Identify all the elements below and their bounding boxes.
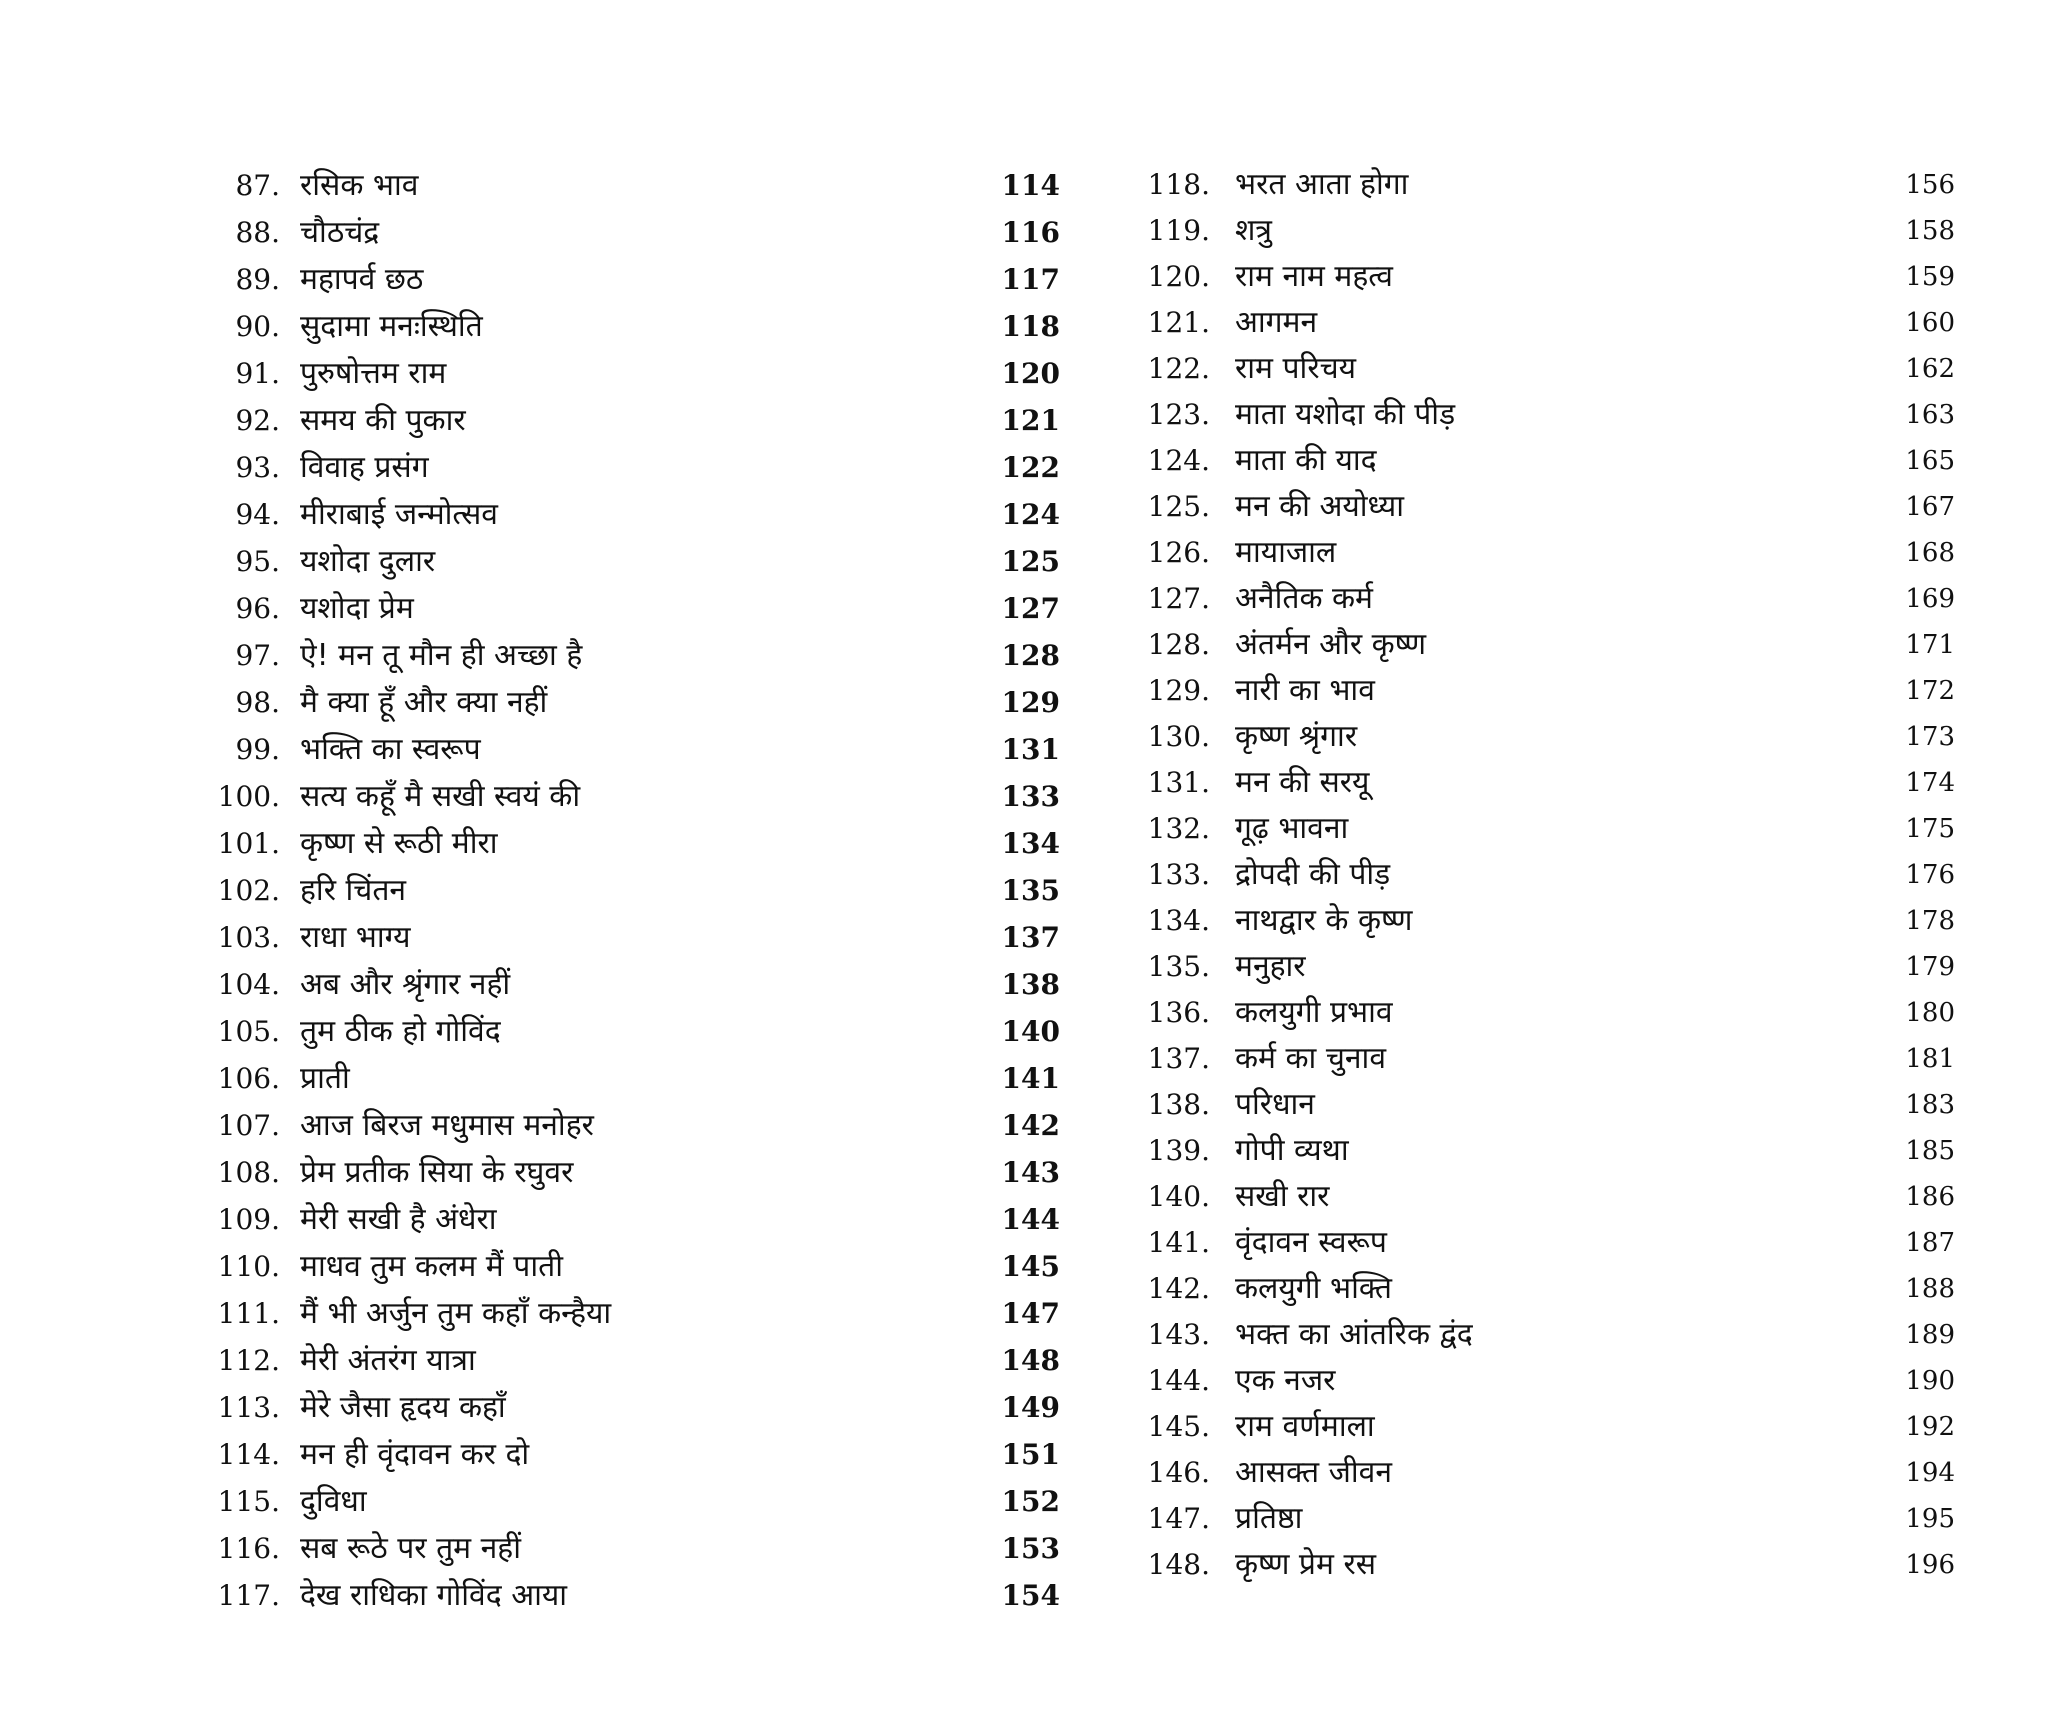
toc-entry-title: चौठचंद्र — [300, 215, 380, 250]
toc-entry — [180, 1290, 1060, 1337]
toc-entry-title: सत्य कहूँ मै सखी स्वयं की — [300, 779, 581, 814]
toc-entry — [180, 961, 1060, 1008]
toc-column-left — [180, 162, 1060, 1619]
toc-entry — [180, 209, 1060, 256]
toc-entry-number: 112. — [217, 1344, 280, 1377]
toc-entry-page-number: 144 — [1001, 1203, 1060, 1236]
toc-entry — [180, 1431, 1060, 1478]
toc-entry-page-number: 149 — [1001, 1391, 1060, 1424]
toc-entry — [1125, 530, 1955, 576]
toc-entry — [180, 585, 1060, 632]
toc-entry — [1125, 760, 1955, 806]
toc-entry-number: 121. — [1147, 306, 1210, 339]
toc-entry-page-number: 128 — [1001, 639, 1060, 672]
toc-entry — [1125, 806, 1955, 852]
toc-entry-number: 130. — [1147, 720, 1210, 753]
toc-entry-page-number: 156 — [1905, 170, 1955, 200]
toc-entry — [180, 162, 1060, 209]
toc-entry-number: 94. — [235, 498, 280, 531]
toc-entry-page-number: 148 — [1001, 1344, 1060, 1377]
toc-entry-page-number: 154 — [1001, 1579, 1060, 1612]
toc-entry — [1125, 852, 1955, 898]
toc-entry-number: 134. — [1147, 904, 1210, 937]
toc-entry — [180, 1525, 1060, 1572]
toc-entry-page-number: 174 — [1905, 768, 1955, 798]
toc-entry-page-number: 183 — [1905, 1090, 1955, 1120]
toc-entry-page-number: 151 — [1001, 1438, 1060, 1471]
toc-entry-title: अंतर्मन और कृष्ण — [1235, 627, 1427, 662]
toc-entry-page-number: 171 — [1905, 630, 1955, 660]
toc-entry-title: प्रतिष्ठा — [1235, 1501, 1303, 1536]
toc-entry-page-number: 122 — [1001, 451, 1060, 484]
toc-entry-title: वृंदावन स्वरूप — [1235, 1225, 1387, 1260]
toc-entry-title: मेरी अंतरंग यात्रा — [300, 1343, 476, 1378]
toc-entry-number: 108. — [217, 1156, 280, 1189]
toc-entry-title: अब और श्रृंगार नहीं — [300, 967, 511, 1002]
toc-entry — [180, 303, 1060, 350]
toc-entry — [180, 538, 1060, 585]
toc-entry-number: 122. — [1147, 352, 1210, 385]
toc-entry-title: आज बिरज मधुमास मनोहर — [300, 1108, 594, 1143]
toc-entry-page-number: 121 — [1001, 404, 1060, 437]
toc-entry-title: मन की सरयू — [1235, 765, 1370, 800]
toc-entry — [180, 1102, 1060, 1149]
toc-entry-title: मेरे जैसा हृदय कहाँ — [300, 1390, 506, 1425]
toc-entry-title: ऐ! मन तू मौन ही अच्छा है — [300, 638, 583, 673]
toc-entry-number: 144. — [1147, 1364, 1210, 1397]
toc-entry-title: नाथद्वार के कृष्ण — [1235, 903, 1413, 938]
toc-entry-number: 100. — [217, 780, 280, 813]
toc-entry-number: 127. — [1147, 582, 1210, 615]
toc-entry-title: यशोदा दुलार — [300, 544, 436, 579]
toc-entry-number: 96. — [235, 592, 280, 625]
toc-entry-page-number: 135 — [1001, 874, 1060, 907]
toc-entry-title: विवाह प्रसंग — [300, 450, 429, 485]
toc-entry — [180, 820, 1060, 867]
toc-entry — [180, 914, 1060, 961]
toc-entry-title: कलयुगी प्रभाव — [1235, 995, 1393, 1030]
toc-entry-number: 116. — [217, 1532, 280, 1565]
toc-entry — [1125, 1542, 1955, 1588]
toc-entry-page-number: 114 — [1001, 169, 1060, 202]
toc-entry-title: कर्म का चुनाव — [1235, 1041, 1387, 1076]
toc-entry-number: 133. — [1147, 858, 1210, 891]
toc-entry-number: 109. — [217, 1203, 280, 1236]
toc-entry-title: सुदामा मनःस्थिति — [300, 309, 483, 344]
toc-entry-page-number: 187 — [1905, 1228, 1955, 1258]
toc-entry-title: प्रेम प्रतीक सिया के रघुवर — [300, 1155, 574, 1190]
toc-entry-title: अनैतिक कर्म — [1235, 581, 1373, 616]
toc-entry-number: 99. — [235, 733, 280, 766]
toc-entry-title: देख राधिका गोविंद आया — [300, 1578, 568, 1613]
toc-entry-title: कलयुगी भक्ति — [1235, 1271, 1393, 1306]
toc-entry-page-number: 172 — [1905, 676, 1955, 706]
toc-entry-number: 117. — [217, 1579, 280, 1612]
toc-entry — [180, 256, 1060, 303]
toc-entry-number: 95. — [235, 545, 280, 578]
toc-entry — [1125, 622, 1955, 668]
toc-entry-title: कृष्ण श्रृंगार — [1235, 719, 1358, 754]
toc-entry-title: मायाजाल — [1235, 535, 1337, 570]
toc-entry-title: माता की याद — [1235, 443, 1377, 478]
toc-entry-number: 142. — [1147, 1272, 1210, 1305]
toc-entry — [1125, 990, 1955, 1036]
toc-entry-page-number: 125 — [1001, 545, 1060, 578]
toc-entry — [1125, 438, 1955, 484]
toc-entry-number: 93. — [235, 451, 280, 484]
toc-entry-page-number: 160 — [1905, 308, 1955, 338]
toc-entry-title: भरत आता होगा — [1235, 167, 1409, 202]
toc-entry-page-number: 143 — [1001, 1156, 1060, 1189]
toc-entry — [180, 1008, 1060, 1055]
toc-entry-page-number: 158 — [1905, 216, 1955, 246]
toc-entry-number: 115. — [217, 1485, 280, 1518]
toc-entry — [1125, 714, 1955, 760]
toc-entry — [1125, 162, 1955, 208]
toc-entry-number: 148. — [1147, 1548, 1210, 1581]
toc-entry-page-number: 159 — [1905, 262, 1955, 292]
toc-entry-number: 97. — [235, 639, 280, 672]
toc-entry-title: राधा भाग्य — [300, 920, 411, 955]
toc-entry-title: मेरी सखी है अंधेरा — [300, 1202, 497, 1237]
toc-entry — [180, 1384, 1060, 1431]
toc-entry-page-number: 189 — [1905, 1320, 1955, 1350]
toc-entry-page-number: 194 — [1905, 1458, 1955, 1488]
toc-entry-page-number: 142 — [1001, 1109, 1060, 1142]
toc-entry-title: मैं भी अर्जुन तुम कहाँ कन्हैया — [300, 1296, 612, 1331]
toc-entry-page-number: 127 — [1001, 592, 1060, 625]
toc-entry-title: माता यशोदा की पीड़ — [1235, 397, 1456, 432]
toc-entry-title: शत्रु — [1235, 213, 1272, 248]
toc-entry-title: मनुहार — [1235, 949, 1306, 984]
toc-entry-page-number: 153 — [1001, 1532, 1060, 1565]
toc-entry-number: 139. — [1147, 1134, 1210, 1167]
toc-entry — [1125, 1312, 1955, 1358]
toc-entry — [1125, 668, 1955, 714]
toc-entry-page-number: 145 — [1001, 1250, 1060, 1283]
toc-entry-page-number: 178 — [1905, 906, 1955, 936]
toc-entry — [180, 773, 1060, 820]
toc-entry-page-number: 140 — [1001, 1015, 1060, 1048]
toc-entry-page-number: 179 — [1905, 952, 1955, 982]
toc-entry-title: तुम ठीक हो गोविंद — [300, 1014, 501, 1049]
toc-entry-page-number: 180 — [1905, 998, 1955, 1028]
toc-entry-title: नारी का भाव — [1235, 673, 1375, 708]
toc-entry — [1125, 1404, 1955, 1450]
toc-entry-title: सब रूठे पर तुम नहीं — [300, 1531, 521, 1566]
toc-entry-page-number: 124 — [1001, 498, 1060, 531]
toc-entry-number: 140. — [1147, 1180, 1210, 1213]
toc-entry-title: दुविधा — [300, 1484, 367, 1519]
toc-entry — [180, 491, 1060, 538]
toc-entry-number: 102. — [217, 874, 280, 907]
toc-entry-number: 92. — [235, 404, 280, 437]
toc-entry-number: 88. — [235, 216, 280, 249]
toc-entry-page-number: 133 — [1001, 780, 1060, 813]
toc-entry-title: पुरुषोत्तम राम — [300, 356, 447, 391]
toc-entry-number: 138. — [1147, 1088, 1210, 1121]
toc-entry — [180, 1055, 1060, 1102]
toc-entry-number: 110. — [217, 1250, 280, 1283]
toc-entry — [1125, 1358, 1955, 1404]
toc-entry-page-number: 131 — [1001, 733, 1060, 766]
toc-entry-page-number: 117 — [1001, 263, 1060, 296]
toc-entry-number: 136. — [1147, 996, 1210, 1029]
toc-entry-page-number: 163 — [1905, 400, 1955, 430]
toc-entry-number: 143. — [1147, 1318, 1210, 1351]
toc-entry-page-number: 116 — [1001, 216, 1060, 249]
toc-entry — [180, 397, 1060, 444]
toc-entry-title: गूढ़ भावना — [1235, 811, 1349, 846]
toc-entry-number: 90. — [235, 310, 280, 343]
toc-entry-title: राम वर्णमाला — [1235, 1409, 1375, 1444]
toc-entry — [1125, 1036, 1955, 1082]
toc-entry-number: 137. — [1147, 1042, 1210, 1075]
toc-entry-title: गोपी व्यथा — [1235, 1133, 1349, 1168]
toc-entry-number: 135. — [1147, 950, 1210, 983]
toc-entry — [1125, 346, 1955, 392]
toc-entry — [180, 1196, 1060, 1243]
toc-entry-page-number: 169 — [1905, 584, 1955, 614]
toc-entry — [1125, 1082, 1955, 1128]
toc-entry-page-number: 167 — [1905, 492, 1955, 522]
toc-entry-title: परिधान — [1235, 1087, 1315, 1122]
toc-entry-number: 104. — [217, 968, 280, 1001]
toc-entry-page-number: 188 — [1905, 1274, 1955, 1304]
toc-entry-page-number: 196 — [1905, 1550, 1955, 1580]
toc-entry-title: राम परिचय — [1235, 351, 1357, 386]
toc-entry — [180, 1149, 1060, 1196]
toc-entry-page-number: 152 — [1001, 1485, 1060, 1518]
toc-entry-number: 119. — [1147, 214, 1210, 247]
toc-entry-page-number: 134 — [1001, 827, 1060, 860]
toc-entry-number: 131. — [1147, 766, 1210, 799]
toc-entry-number: 118. — [1147, 168, 1210, 201]
toc-entry-number: 107. — [217, 1109, 280, 1142]
toc-entry-number: 145. — [1147, 1410, 1210, 1443]
toc-entry-page-number: 129 — [1001, 686, 1060, 719]
toc-entry-number: 113. — [217, 1391, 280, 1424]
toc-entry-title: मन की अयोध्या — [1235, 489, 1405, 524]
toc-entry-title: सखी रार — [1235, 1179, 1330, 1214]
toc-entry-title: महापर्व छठ — [300, 262, 424, 297]
toc-entry — [1125, 254, 1955, 300]
toc-entry-number: 120. — [1147, 260, 1210, 293]
toc-entry-page-number: 185 — [1905, 1136, 1955, 1166]
toc-entry-title: आगमन — [1235, 305, 1318, 340]
toc-entry-title: राम नाम महत्व — [1235, 259, 1393, 294]
toc-entry-number: 103. — [217, 921, 280, 954]
toc-entry-title: भक्त का आंतरिक द्वंद — [1235, 1317, 1473, 1352]
toc-entry — [180, 1337, 1060, 1384]
toc-entry-page-number: 165 — [1905, 446, 1955, 476]
toc-entry — [180, 679, 1060, 726]
toc-entry — [1125, 576, 1955, 622]
toc-entry-title: एक नजर — [1235, 1363, 1336, 1398]
toc-entry — [1125, 1220, 1955, 1266]
toc-entry — [180, 444, 1060, 491]
toc-entry-title: हरि चिंतन — [300, 873, 407, 908]
toc-entry — [1125, 300, 1955, 346]
toc-entry-number: 146. — [1147, 1456, 1210, 1489]
toc-entry-title: कृष्ण से रूठी मीरा — [300, 826, 498, 861]
toc-entry-number: 98. — [235, 686, 280, 719]
toc-entry — [180, 867, 1060, 914]
toc-entry-number: 87. — [235, 169, 280, 202]
toc-entry-number: 132. — [1147, 812, 1210, 845]
toc-entry — [1125, 1266, 1955, 1312]
toc-entry — [1125, 484, 1955, 530]
toc-entry-number: 89. — [235, 263, 280, 296]
toc-entry — [1125, 898, 1955, 944]
toc-entry-number: 105. — [217, 1015, 280, 1048]
toc-entry-page-number: 138 — [1001, 968, 1060, 1001]
toc-entry-title: मीराबाई जन्मोत्सव — [300, 497, 498, 532]
toc-entry-title: प्राती — [300, 1061, 350, 1096]
toc-entry-title: समय की पुकार — [300, 403, 466, 438]
toc-entry-page-number: 162 — [1905, 354, 1955, 384]
toc-entry — [180, 1243, 1060, 1290]
toc-entry-number: 129. — [1147, 674, 1210, 707]
toc-entry-title: मै क्या हूँ और क्या नहीं — [300, 685, 548, 720]
toc-entry-number: 106. — [217, 1062, 280, 1095]
toc-entry-page-number: 192 — [1905, 1412, 1955, 1442]
toc-entry — [1125, 1174, 1955, 1220]
toc-entry-title: आसक्त जीवन — [1235, 1455, 1393, 1490]
toc-entry-page-number: 186 — [1905, 1182, 1955, 1212]
toc-entry-title: यशोदा प्रेम — [300, 591, 414, 626]
toc-entry-page-number: 181 — [1905, 1044, 1955, 1074]
toc-entry-number: 111. — [217, 1297, 280, 1330]
toc-entry-number: 123. — [1147, 398, 1210, 431]
toc-entry — [1125, 208, 1955, 254]
toc-entry — [180, 632, 1060, 679]
toc-entry-number: 91. — [235, 357, 280, 390]
toc-entry-title: मन ही वृंदावन कर दो — [300, 1437, 530, 1472]
toc-entry-number: 114. — [217, 1438, 280, 1471]
toc-entry — [1125, 944, 1955, 990]
toc-entry — [1125, 392, 1955, 438]
toc-entry-number: 128. — [1147, 628, 1210, 661]
toc-entry-number: 147. — [1147, 1502, 1210, 1535]
toc-entry-page-number: 141 — [1001, 1062, 1060, 1095]
toc-entry-title: माधव तुम कलम मैं पाती — [300, 1249, 563, 1284]
toc-entry-number: 101. — [217, 827, 280, 860]
toc-entry-page-number: 173 — [1905, 722, 1955, 752]
toc-entry-title: भक्ति का स्वरूप — [300, 732, 481, 767]
toc-entry — [180, 1572, 1060, 1619]
toc-entry-title: कृष्ण प्रेम रस — [1235, 1547, 1377, 1582]
toc-column-right — [1125, 162, 1955, 1588]
toc-entry-page-number: 175 — [1905, 814, 1955, 844]
toc-entry — [1125, 1496, 1955, 1542]
toc-entry-page-number: 168 — [1905, 538, 1955, 568]
toc-entry — [180, 1478, 1060, 1525]
toc-entry-page-number: 190 — [1905, 1366, 1955, 1396]
toc-entry-page-number: 120 — [1001, 357, 1060, 390]
toc-entry-page-number: 118 — [1001, 310, 1060, 343]
toc-entry-number: 124. — [1147, 444, 1210, 477]
toc-entry-page-number: 137 — [1001, 921, 1060, 954]
toc-entry-page-number: 147 — [1001, 1297, 1060, 1330]
toc-entry — [1125, 1450, 1955, 1496]
toc-entry-number: 126. — [1147, 536, 1210, 569]
toc-entry-title: द्रोपदी की पीड़ — [1235, 857, 1391, 892]
toc-entry-page-number: 195 — [1905, 1504, 1955, 1534]
toc-entry-number: 125. — [1147, 490, 1210, 523]
toc-entry-page-number: 176 — [1905, 860, 1955, 890]
toc-entry — [180, 350, 1060, 397]
toc-entry-title: रसिक भाव — [300, 168, 419, 203]
toc-entry — [180, 726, 1060, 773]
toc-entry-number: 141. — [1147, 1226, 1210, 1259]
toc-entry — [1125, 1128, 1955, 1174]
